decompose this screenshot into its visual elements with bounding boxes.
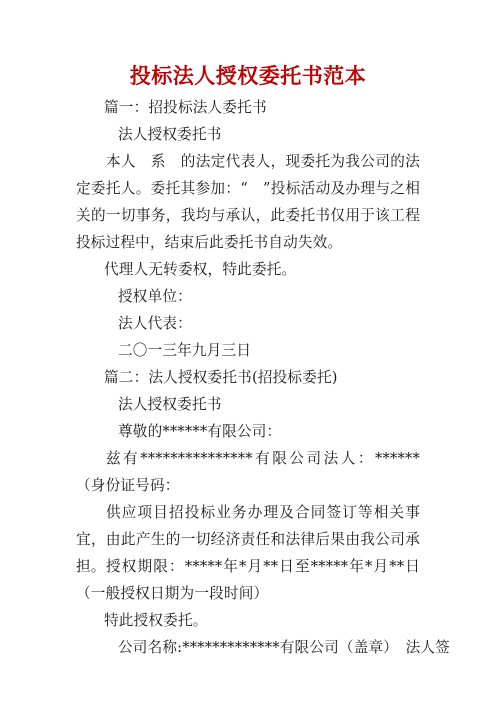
subheading-1: 法人授权委托书 <box>118 126 222 143</box>
section-heading-1: 篇一：招投标法人委托书 <box>104 99 267 116</box>
recipient-line: 尊敬的******有限公司： <box>118 423 282 440</box>
body-paragraph-3: 供应项目招投标业务办理及合同签订等相关事宜，由此产生的一切经济责任和法律后果由我公司承担。 <box>76 504 420 575</box>
body-line-3: 法人代表： <box>118 315 192 332</box>
document-title: 投标法人授权委托书范本 <box>129 63 367 88</box>
body-line-2: 授权单位： <box>118 288 192 305</box>
company-line: 公司名称:*************有限公司（盖章） 法人签 <box>118 639 450 656</box>
subheading-2: 法人授权委托书 <box>118 396 222 413</box>
body-paragraph-2: 兹有***************有限公司法人：******（身份证号码： <box>76 450 420 494</box>
body-paragraph-4: 授权期限：*****年*月**日至*****年*月**日（一般授权日期为一段时间） <box>76 558 420 602</box>
date-line: 二〇一三年九月三日 <box>118 342 252 359</box>
body-line-1: 代理人无转委权，特此委托。 <box>104 261 297 278</box>
body-paragraph-1: 本人 系 的法定代表人，现委托为我公司的法定委托人。委托其参加：“ ”投标活动及办理与之相关的一切事务，我均与承认，此委托书仅用于该工程投标过程中，结束后此委托书自动失效。 <box>76 153 420 251</box>
body-line-4: 特此授权委托。 <box>104 612 208 629</box>
section-heading-2: 篇二：法人授权委托书(招投标委托) <box>104 369 338 386</box>
